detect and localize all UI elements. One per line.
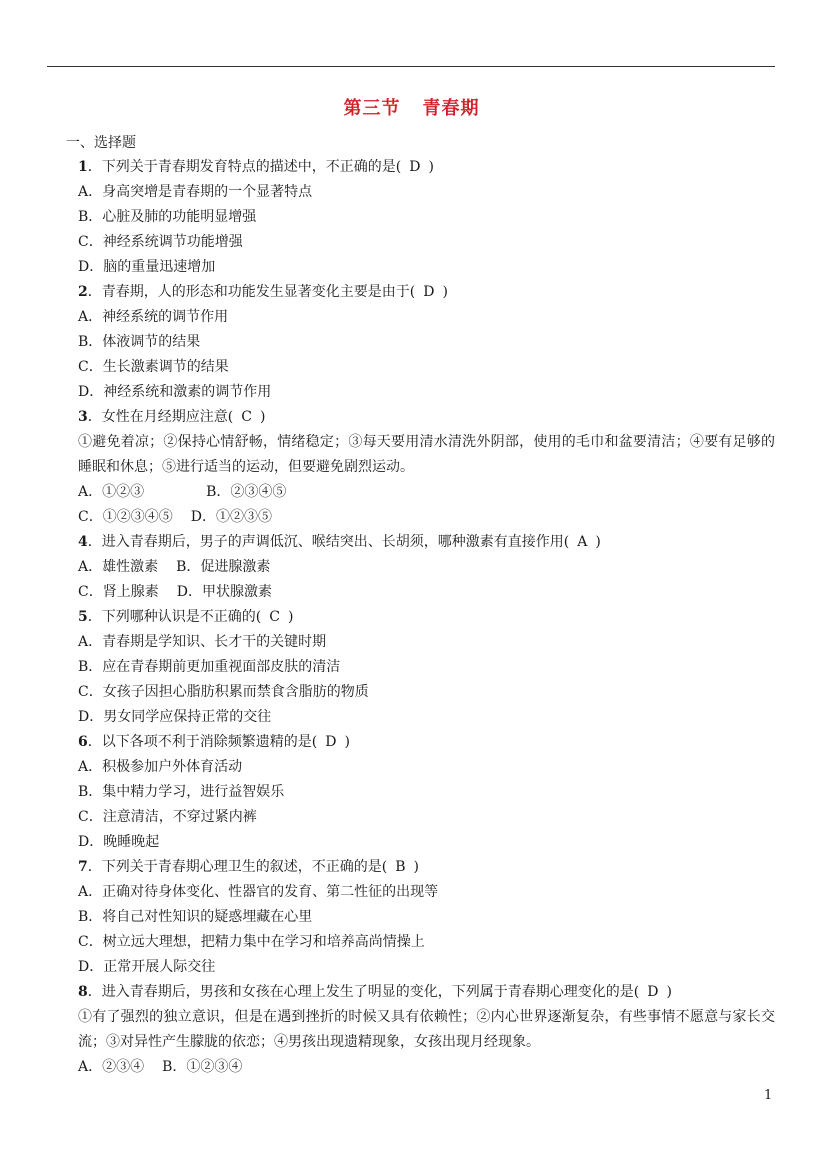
option-row	[78, 580, 778, 605]
option: B．集中精力学习，进行益智娱乐	[78, 784, 285, 800]
answer: B	[395, 859, 406, 875]
question-5: 5．下列哪种认识是不正确的( C )	[78, 605, 778, 630]
question-3-statements: ①避免着凉；②保持心情舒畅，情绪稳定；③每天要用清水清洗外阴部，使用的毛巾和盆要清洁；④要有足够的睡眠和休息；⑤进行适当的运动，但要避免剧烈运动。	[78, 434, 775, 475]
option: A．②③④	[78, 1059, 145, 1075]
option: A．雄性激素	[78, 559, 159, 575]
option: C．树立远大理想，把精力集中在学习和培养高尚情操上	[78, 934, 425, 950]
option: B．心脏及肺的功能明显增强	[78, 209, 257, 225]
option: C．女孩子因担心脂肪积累而禁食含脂肪的物质	[78, 684, 369, 700]
option: C．神经系统调节功能增强	[78, 234, 243, 250]
question-4: 4．进入青春期后，男子的声调低沉、喉结突出、长胡须，哪种激素有直接作用( A )	[78, 530, 778, 555]
option: C．肾上腺素	[78, 584, 159, 600]
answer: D	[423, 284, 435, 300]
question-7: 7．下列关于青春期心理卫生的叙述，不正确的是( B )	[78, 855, 778, 880]
option: B．应在青春期前更加重视面部皮肤的清洁	[78, 659, 341, 675]
option-row	[78, 555, 778, 580]
option: D．晚睡晚起	[78, 834, 160, 850]
section-heading: 一、选择题	[66, 135, 136, 151]
option: A．①②③	[78, 484, 145, 500]
answer: C	[241, 409, 252, 425]
answer: D	[325, 734, 337, 750]
question-8: 8．进入青春期后，男孩和女孩在心理上发生了明显的变化，下列属于青春期心理变化的是( D )	[78, 980, 778, 1005]
question-2: 2．青春期，人的形态和功能发生显著变化主要是由于( D )	[78, 280, 778, 305]
option: C．①②③④⑤	[78, 509, 173, 525]
option: B．将自己对性知识的疑惑埋藏在心里	[78, 909, 313, 925]
option-row	[78, 505, 778, 530]
option: C．注意清洁，不穿过紧内裤	[78, 809, 257, 825]
option: A．青春期是学知识、长才干的关键时期	[78, 634, 327, 650]
question-1: 1．下列关于青春期发育特点的描述中，不正确的是( D )	[78, 155, 778, 180]
option: C．生长激素调节的结果	[78, 359, 229, 375]
title-section-number: 第三节	[343, 98, 401, 119]
title-topic: 青春期	[422, 98, 480, 119]
question-3: 3．女性在月经期应注意( C )	[78, 405, 778, 430]
option: B．①②③④	[162, 1059, 243, 1075]
answer: A	[577, 534, 588, 550]
option: D．神经系统和激素的调节作用	[78, 384, 272, 400]
question-list	[66, 132, 778, 1080]
header-rule	[47, 66, 775, 67]
answer: D	[647, 984, 659, 1000]
option: D．①②③⑤	[190, 509, 272, 525]
option: D．脑的重量迅速增加	[78, 259, 216, 275]
option: D．甲状腺激素	[176, 584, 272, 600]
option-row	[78, 1055, 778, 1080]
question-6: 6．以下各项不利于消除频繁遗精的是( D )	[78, 730, 778, 755]
answer: D	[409, 159, 421, 175]
option: B．促进腺激素	[176, 559, 271, 575]
answer: C	[269, 609, 280, 625]
option-row	[78, 480, 778, 505]
option: D．正常开展人际交往	[78, 959, 216, 975]
option: B．②③④⑤	[206, 484, 287, 500]
page-title	[0, 94, 823, 120]
question-8-statements: ①有了强烈的独立意识，但是在遇到挫折的时候又具有依赖性；②内心世界逐渐复杂，有些事情不愿意与家长交流；③对异性产生朦胧的依恋；④男孩出现遗精现象，女孩出现月经现象。	[78, 1009, 775, 1050]
page-number: 1	[764, 1088, 773, 1103]
option: D．男女同学应保持正常的交往	[78, 709, 272, 725]
option: B．体液调节的结果	[78, 334, 201, 350]
option: A．正确对待身体变化、性器官的发育、第二性征的出现等	[78, 884, 439, 900]
option: A．身高突增是青春期的一个显著特点	[78, 184, 313, 200]
option: A．积极参加户外体育活动	[78, 759, 243, 775]
option: A．神经系统的调节作用	[78, 309, 229, 325]
